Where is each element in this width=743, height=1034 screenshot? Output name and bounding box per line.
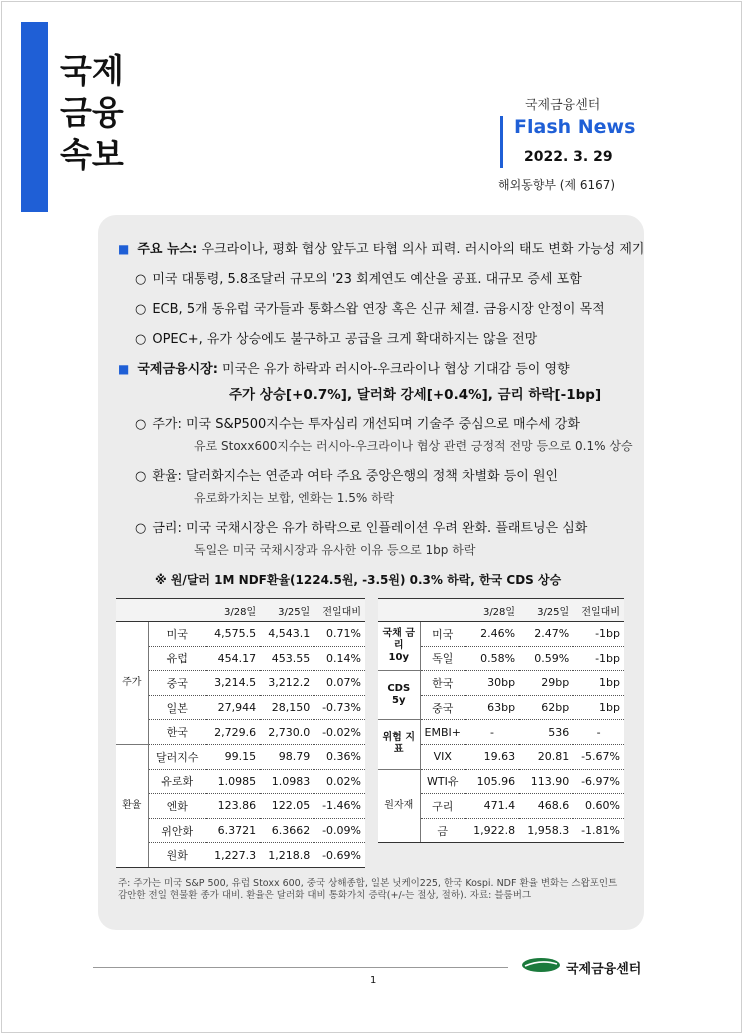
group-label: 원자재 <box>378 769 420 843</box>
cell: 29bp <box>519 671 573 696</box>
news-bullet <box>135 298 605 317</box>
cell: 30bp <box>465 671 519 696</box>
market-item-main: 달러화지수는 연준과 여타 주요 중앙은행의 정책 차별화 등이 원인 <box>185 469 559 484</box>
cell: 0.07% <box>314 671 365 696</box>
department <box>498 176 615 193</box>
header-cell <box>420 599 465 622</box>
cell: -1bp <box>573 646 624 671</box>
row-label: 일본 <box>148 695 206 720</box>
table-row <box>116 720 365 745</box>
table-row <box>116 646 365 671</box>
market-item-main: 미국 S&P500지수는 투자심리 개선되며 기술주 중심으로 매수세 강화 <box>185 417 580 432</box>
cell: -0.02% <box>314 720 365 745</box>
table-row <box>116 794 365 819</box>
row-label: VIX <box>420 744 465 769</box>
cell: 536 <box>519 720 573 745</box>
header-cell: 전일대비 <box>573 599 624 622</box>
cell: 2,729.6 <box>206 720 260 745</box>
report-date: 2022. 3. 29 <box>524 149 613 165</box>
row-label: 원화 <box>148 843 206 868</box>
row-label: 위안화 <box>148 818 206 843</box>
table-row <box>378 671 624 696</box>
cell: 2,730.0 <box>260 720 314 745</box>
page-number: 1 <box>370 975 377 986</box>
group-label: 위험 지표 <box>378 720 420 769</box>
cell: 0.36% <box>314 744 365 769</box>
header-cell: 전일대비 <box>314 599 365 622</box>
row-label: 미국 <box>420 622 465 647</box>
cell: 1,218.8 <box>260 843 314 868</box>
cell: -0.73% <box>314 695 365 720</box>
news-heading-text: 우크라이나, 평화 협상 앞두고 타협 의사 피력. 러시아의 태도 변화 가능성 제기 <box>201 242 645 257</box>
cell: -0.09% <box>314 818 365 843</box>
title-line: 속보 <box>60 135 124 174</box>
table-row <box>378 622 624 647</box>
cell: 471.4 <box>465 794 519 819</box>
cell: 4,575.5 <box>206 622 260 647</box>
cell: 1,227.3 <box>206 843 260 868</box>
row-label: 유럽 <box>148 646 206 671</box>
circle-bullet-icon: ○ <box>135 332 147 347</box>
news-bullet-text: ECB, 5개 동유럽 국가들과 통화스왑 연장 혹은 신규 체결. 금융시장 안정이 목적 <box>152 302 605 317</box>
row-label: 중국 <box>420 695 465 720</box>
kcif-logo-icon <box>521 957 561 973</box>
cell: -0.69% <box>314 843 365 868</box>
circle-bullet-icon: ○ <box>135 417 147 432</box>
market-item-sub: 유로화가치는 보합, 엔화는 1.5% 하락 <box>194 491 395 505</box>
row-label: 중국 <box>148 671 206 696</box>
header-divider <box>500 116 503 168</box>
table-row <box>116 671 365 696</box>
market-heading-label: 국제금융시장: <box>137 362 218 377</box>
table-row <box>378 769 624 794</box>
cell: 1.0983 <box>260 769 314 794</box>
row-label: EMBI+ <box>420 720 465 745</box>
cell: 28,150 <box>260 695 314 720</box>
cell: 99.15 <box>206 744 260 769</box>
news-heading-label: 주요 뉴스: <box>137 242 198 257</box>
cell: 468.6 <box>519 794 573 819</box>
market-item-rates <box>135 517 587 536</box>
header-cell: 3/25일 <box>519 599 573 622</box>
cell: 0.14% <box>314 646 365 671</box>
cell: 62bp <box>519 695 573 720</box>
group-label: 주가 <box>116 622 148 745</box>
row-label: 엔화 <box>148 794 206 819</box>
circle-bullet-icon: ○ <box>135 469 147 484</box>
cell: 454.17 <box>206 646 260 671</box>
cell: 1bp <box>573 695 624 720</box>
market-item-main: 미국 국채시장은 유가 하락으로 인플레이션 우려 완화. 플래트닝은 심화 <box>185 521 588 536</box>
cell: 63bp <box>465 695 519 720</box>
cell: 1,922.8 <box>465 818 519 843</box>
market-item-label: 환율: <box>152 469 182 484</box>
market-item-label: 주가: <box>152 417 182 432</box>
right-market-table <box>378 598 624 843</box>
row-label: 유로화 <box>148 769 206 794</box>
row-label: 금 <box>420 818 465 843</box>
row-label: 미국 <box>148 622 206 647</box>
cell: 2.47% <box>519 622 573 647</box>
table-header-row <box>378 599 624 622</box>
cell: 3,212.2 <box>260 671 314 696</box>
market-item-label: 금리: <box>152 521 182 536</box>
header-cell: 3/25일 <box>260 599 314 622</box>
news-bullet-text: 미국 대통령, 5.8조달러 규모의 '23 회계연도 예산을 공표. 대규모 증세 포함 <box>152 272 582 287</box>
table-row <box>116 744 365 769</box>
accent-bar <box>21 22 48 212</box>
market-item-stocks <box>135 413 580 432</box>
cell: 453.55 <box>260 646 314 671</box>
row-label: 독일 <box>420 646 465 671</box>
table-row <box>116 769 365 794</box>
row-label: 구리 <box>420 794 465 819</box>
cell: - <box>465 720 519 745</box>
row-label: 한국 <box>148 720 206 745</box>
report-title <box>60 50 124 176</box>
cell: 27,944 <box>206 695 260 720</box>
table-row <box>116 818 365 843</box>
market-heading <box>118 358 570 377</box>
cell: 98.79 <box>260 744 314 769</box>
square-bullet-icon: ■ <box>118 242 130 256</box>
org-name: 국제금융센터 <box>525 98 601 113</box>
cell: 1,958.3 <box>519 818 573 843</box>
cell: 0.60% <box>573 794 624 819</box>
cell: -5.67% <box>573 744 624 769</box>
news-bullet <box>135 328 537 347</box>
circle-bullet-icon: ○ <box>135 272 147 287</box>
market-summary: 주가 상승[+0.7%], 달러화 강세[+0.4%], 금리 하락[-1bp] <box>229 387 602 403</box>
cell: 0.71% <box>314 622 365 647</box>
market-item-sub: 독일은 미국 국채시장과 유사한 이유 등으로 1bp 하락 <box>194 543 476 557</box>
cell: 1bp <box>573 671 624 696</box>
title-line: 금융 <box>60 93 124 132</box>
cell: 19.63 <box>465 744 519 769</box>
flash-news-label: Flash News <box>514 116 636 138</box>
market-item-sub: 유로 Stoxx600지수는 러시아-우크라이나 협상 관련 긍정적 전망 등으로 0.1% 상승 <box>194 439 633 453</box>
header-cell: 3/28일 <box>465 599 519 622</box>
cell: 2.46% <box>465 622 519 647</box>
table-footnote: 주: 주가는 미국 S&P 500, 유럽 Stoxx 600, 중국 상해종합, 일본 닛케이225, 한국 Kospi. NDF 환율 변화는 스왑포인트 감안한 전일 현물환 종가 대비. 환율은 달러화 대비 통화가치 증락(+/-는 절상, 절하). 자료: 블룸버그 <box>118 878 618 901</box>
header-cell <box>378 599 420 622</box>
cell: -6.97% <box>573 769 624 794</box>
cell: -1.46% <box>314 794 365 819</box>
header-cell: 3/28일 <box>206 599 260 622</box>
cell: - <box>573 720 624 745</box>
ndf-note: ※ 원/달러 1M NDF환율(1224.5원, -3.5원) 0.3% 하락, 한국 CDS 상승 <box>155 573 562 587</box>
group-label: CDS 5y <box>378 671 420 720</box>
cell: 1.0985 <box>206 769 260 794</box>
header-cell <box>116 599 148 622</box>
dept-name: 해외동향부 <box>498 178 556 192</box>
left-market-table <box>116 598 365 868</box>
cell: 0.02% <box>314 769 365 794</box>
square-bullet-icon: ■ <box>118 362 130 376</box>
news-bullet <box>135 268 582 287</box>
cell: 0.58% <box>465 646 519 671</box>
cell: 113.90 <box>519 769 573 794</box>
table-row <box>116 622 365 647</box>
market-heading-text: 미국은 유가 하락과 러시아-우크라이나 협상 기대감 등이 영향 <box>222 362 570 377</box>
table-row <box>116 695 365 720</box>
table-row <box>378 720 624 745</box>
cell: 6.3721 <box>206 818 260 843</box>
market-item-fx <box>135 465 558 484</box>
group-label: 환율 <box>116 744 148 867</box>
group-label: 국채 금리 10y <box>378 622 420 671</box>
cell: 123.86 <box>206 794 260 819</box>
row-label: WTI유 <box>420 769 465 794</box>
cell: 105.96 <box>465 769 519 794</box>
cell: -1bp <box>573 622 624 647</box>
table-row <box>116 843 365 868</box>
row-label: 달러지수 <box>148 744 206 769</box>
cell: 20.81 <box>519 744 573 769</box>
title-line: 국제 <box>60 51 124 90</box>
footer-org-name: 국제금융센터 <box>566 962 642 977</box>
cell: 6.3662 <box>260 818 314 843</box>
cell: 3,214.5 <box>206 671 260 696</box>
footer-divider <box>93 967 508 968</box>
cell: 0.59% <box>519 646 573 671</box>
header-cell <box>148 599 206 622</box>
cell: 4,543.1 <box>260 622 314 647</box>
issue-number: (제 6167) <box>559 178 616 192</box>
news-bullet-text: OPEC+, 유가 상승에도 불구하고 공급을 크게 확대하지는 않을 전망 <box>152 332 538 347</box>
cell: 122.05 <box>260 794 314 819</box>
news-heading <box>118 238 644 257</box>
cell: -1.81% <box>573 818 624 843</box>
table-header-row <box>116 599 365 622</box>
circle-bullet-icon: ○ <box>135 302 147 317</box>
row-label: 한국 <box>420 671 465 696</box>
circle-bullet-icon: ○ <box>135 521 147 536</box>
